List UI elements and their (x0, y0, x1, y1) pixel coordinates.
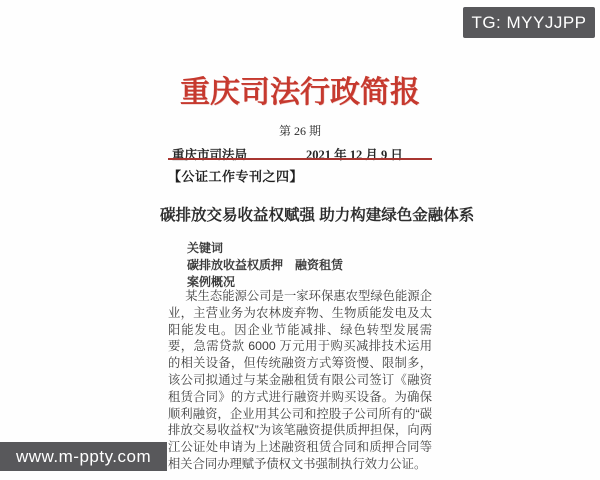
red-divider (168, 158, 432, 160)
keywords-label: 关键词 (187, 241, 224, 255)
publisher-name: 重庆市司法局 (172, 148, 248, 162)
website-watermark-badge (0, 442, 167, 471)
keywords-block (187, 240, 432, 291)
publish-date: 2021 年 12 月 9 日 (306, 148, 403, 162)
case-overview-label: 案例概况 (187, 275, 236, 289)
special-issue-label: 【公证工作专刊之四】 (168, 169, 304, 184)
keywords-value: 碳排放收益权质押 融资租赁 (187, 258, 344, 272)
issue-number: 第 26 期 (278, 124, 321, 138)
article-body: 某生态能源公司是一家环保惠农型绿色能源企业，主营业务为农林废弃物、生物质能发电及太阳能发电。因企业节能减排、绿色转型发展需要，急需贷款 6000 万元用于购买减排技术运用的相关设备，但传统融资方式筹资慢、限制多，该公司拟通过与某金融租赁有限公司签订《融资租赁合同》的方式进行融资并购买设备。为确保顺利融资，企业用其公司和控股子公司所有的“碳排放交易收益权”为该笔融资提供质押担保，向两江公证处申请为上述融资租赁合同和质押合同等相关合同办理赋予债权文书强制执行效力公证。 (168, 289, 432, 471)
website-watermark-text: www.m-ppty.com (16, 446, 152, 466)
telegram-watermark-text: TG: MYYJJPP (471, 12, 587, 32)
article-headline: 碳排放交易收益权赋强 助力构建绿色金融体系 (160, 207, 475, 224)
bulletin-title: 重庆司法行政简报 (180, 76, 420, 109)
telegram-watermark-badge (463, 7, 595, 38)
